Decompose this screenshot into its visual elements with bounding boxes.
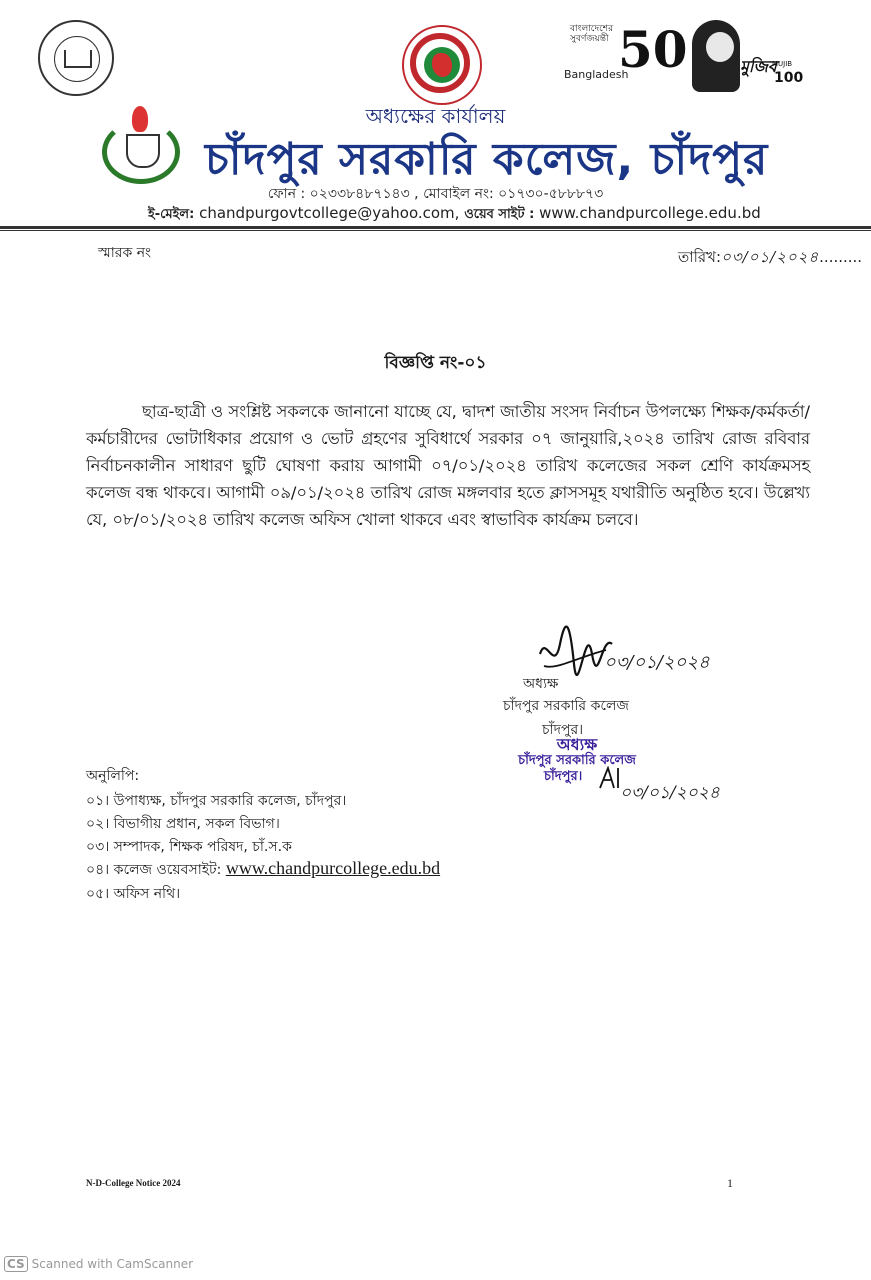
camscanner-icon: CS bbox=[4, 1256, 28, 1272]
notice-body: ছাত্র-ছাত্রী ও সংশ্লিষ্ট সকলকে জানানো যাচ্ছে যে, দ্বাদশ জাতীয় সংসদ নির্বাচন উপলক্ষ্যে শিক্ষক/কর্মকর্তা/কর্মচারীদের ভোটাধিকার প্রয়োগ ও ভোট গ্রহণের সুবিধার্থে সরকার ০৭ জানুয়ারি,২০২৪ তারিখ রোজ রবিবার নির্বাচনকালীন সাধারণ ছুটি ঘোষণা করায় আগামী ০৭/০১/২০২৪ তারিখ কলেজের সকল শ্রেণি কার্যক্রমসহ কলেজ বন্ধ থাকবে। আগামী ০৯/০১/২০২৪ তারিখ রোজ মঙ্গলবার হতে ক্লাসসমূহ যথারীতি অনুষ্ঠিত হবে। উল্লেখ্য যে, ০৮/০১/২০২৪ তারিখ কলেজ অফিস খোলা থাকবে এবং স্বাভাবিক কার্যক্রম চলবে। bbox=[86, 402, 810, 529]
copy-item: ০৫। অফিস নথি। bbox=[86, 886, 181, 902]
copies-heading: অনুলিপি: bbox=[86, 768, 140, 784]
official-stamp bbox=[492, 737, 662, 785]
office-line: অধ্যক্ষের কার্যালয় bbox=[365, 104, 506, 128]
header-divider bbox=[0, 226, 871, 229]
header-divider-thin bbox=[0, 230, 871, 231]
bangladesh-50-logo: বাংলাদেশের সুবর্ণজয়ন্তী Bangladesh 50 bbox=[564, 20, 688, 81]
copy-item: ০১। উপাধ্যক্ষ, চাঁদপুর সরকারি কলেজ, চাঁদপুর। bbox=[86, 793, 347, 809]
signatory-college: চাঁদপুর সরকারি কলেজ bbox=[503, 698, 629, 714]
signatory-title: অধ্যক্ষ bbox=[523, 676, 559, 692]
date-label: তারিখ: bbox=[678, 248, 722, 266]
phone-line: ফোন : ০২৩৩৮৪৮৭১৪৩ , মোবাইল নং: ০১৭৩০-৫৮৮৮৭৩ bbox=[267, 186, 604, 202]
website-label: ওয়েব সাইট : bbox=[464, 207, 535, 222]
website-value[interactable]: www.chandpurcollege.edu.bd bbox=[539, 204, 761, 222]
mujib-100-logo: মুজিব MUJIB 100 bbox=[688, 18, 810, 94]
stamp-title: অধ্যক্ষ bbox=[556, 735, 598, 754]
email-value[interactable]: chandpurgovtcollege@yahoo.com, bbox=[199, 204, 460, 222]
notice-title: বিজ্ঞপ্তি নং-০১ bbox=[384, 353, 487, 373]
left-college-seal-icon bbox=[38, 20, 114, 96]
scanner-watermark: CS Scanned with CamScanner bbox=[4, 1256, 193, 1272]
stamp-college: চাঁদপুর সরকারি কলেজ bbox=[518, 753, 636, 768]
memo-number-label: স্মারক নং bbox=[98, 245, 152, 261]
page-number: 1 bbox=[727, 1176, 733, 1190]
signature-date: ০৩/০১/২০২৪ bbox=[604, 652, 710, 673]
copy-item: ০৩। সম্পাদক, শিক্ষক পরিষদ, চাঁ.স.ক bbox=[86, 839, 292, 855]
contact-line bbox=[148, 204, 761, 226]
signatory-city: চাঁদপুর। bbox=[542, 722, 584, 738]
stamp-date: ০৩/০১/২০২৪ bbox=[620, 783, 720, 803]
copy-item: ০৪। কলেজ ওয়েবসাইট: www.chandpurcollege.edu.bd bbox=[86, 858, 441, 878]
college-title: চাঁদপুর সরকারি কলেজ, চাঁদপুর bbox=[205, 134, 769, 185]
stamp-city: চাঁদপুর। bbox=[544, 769, 583, 784]
date-line: তারিখ:০৩/০১/২০২৪......... bbox=[678, 248, 863, 266]
footer-reference: N-D-College Notice 2024 bbox=[86, 1178, 181, 1188]
email-label: ই-মেইল: bbox=[148, 207, 195, 222]
copy-item: ০২। বিভাগীয় প্রধান, সকল বিভাগ। bbox=[86, 816, 280, 832]
date-value: ০৩/০১/২০২৪ bbox=[721, 248, 820, 266]
government-seal-icon bbox=[402, 25, 482, 105]
website-link[interactable]: www.chandpurcollege.edu.bd bbox=[225, 858, 441, 878]
